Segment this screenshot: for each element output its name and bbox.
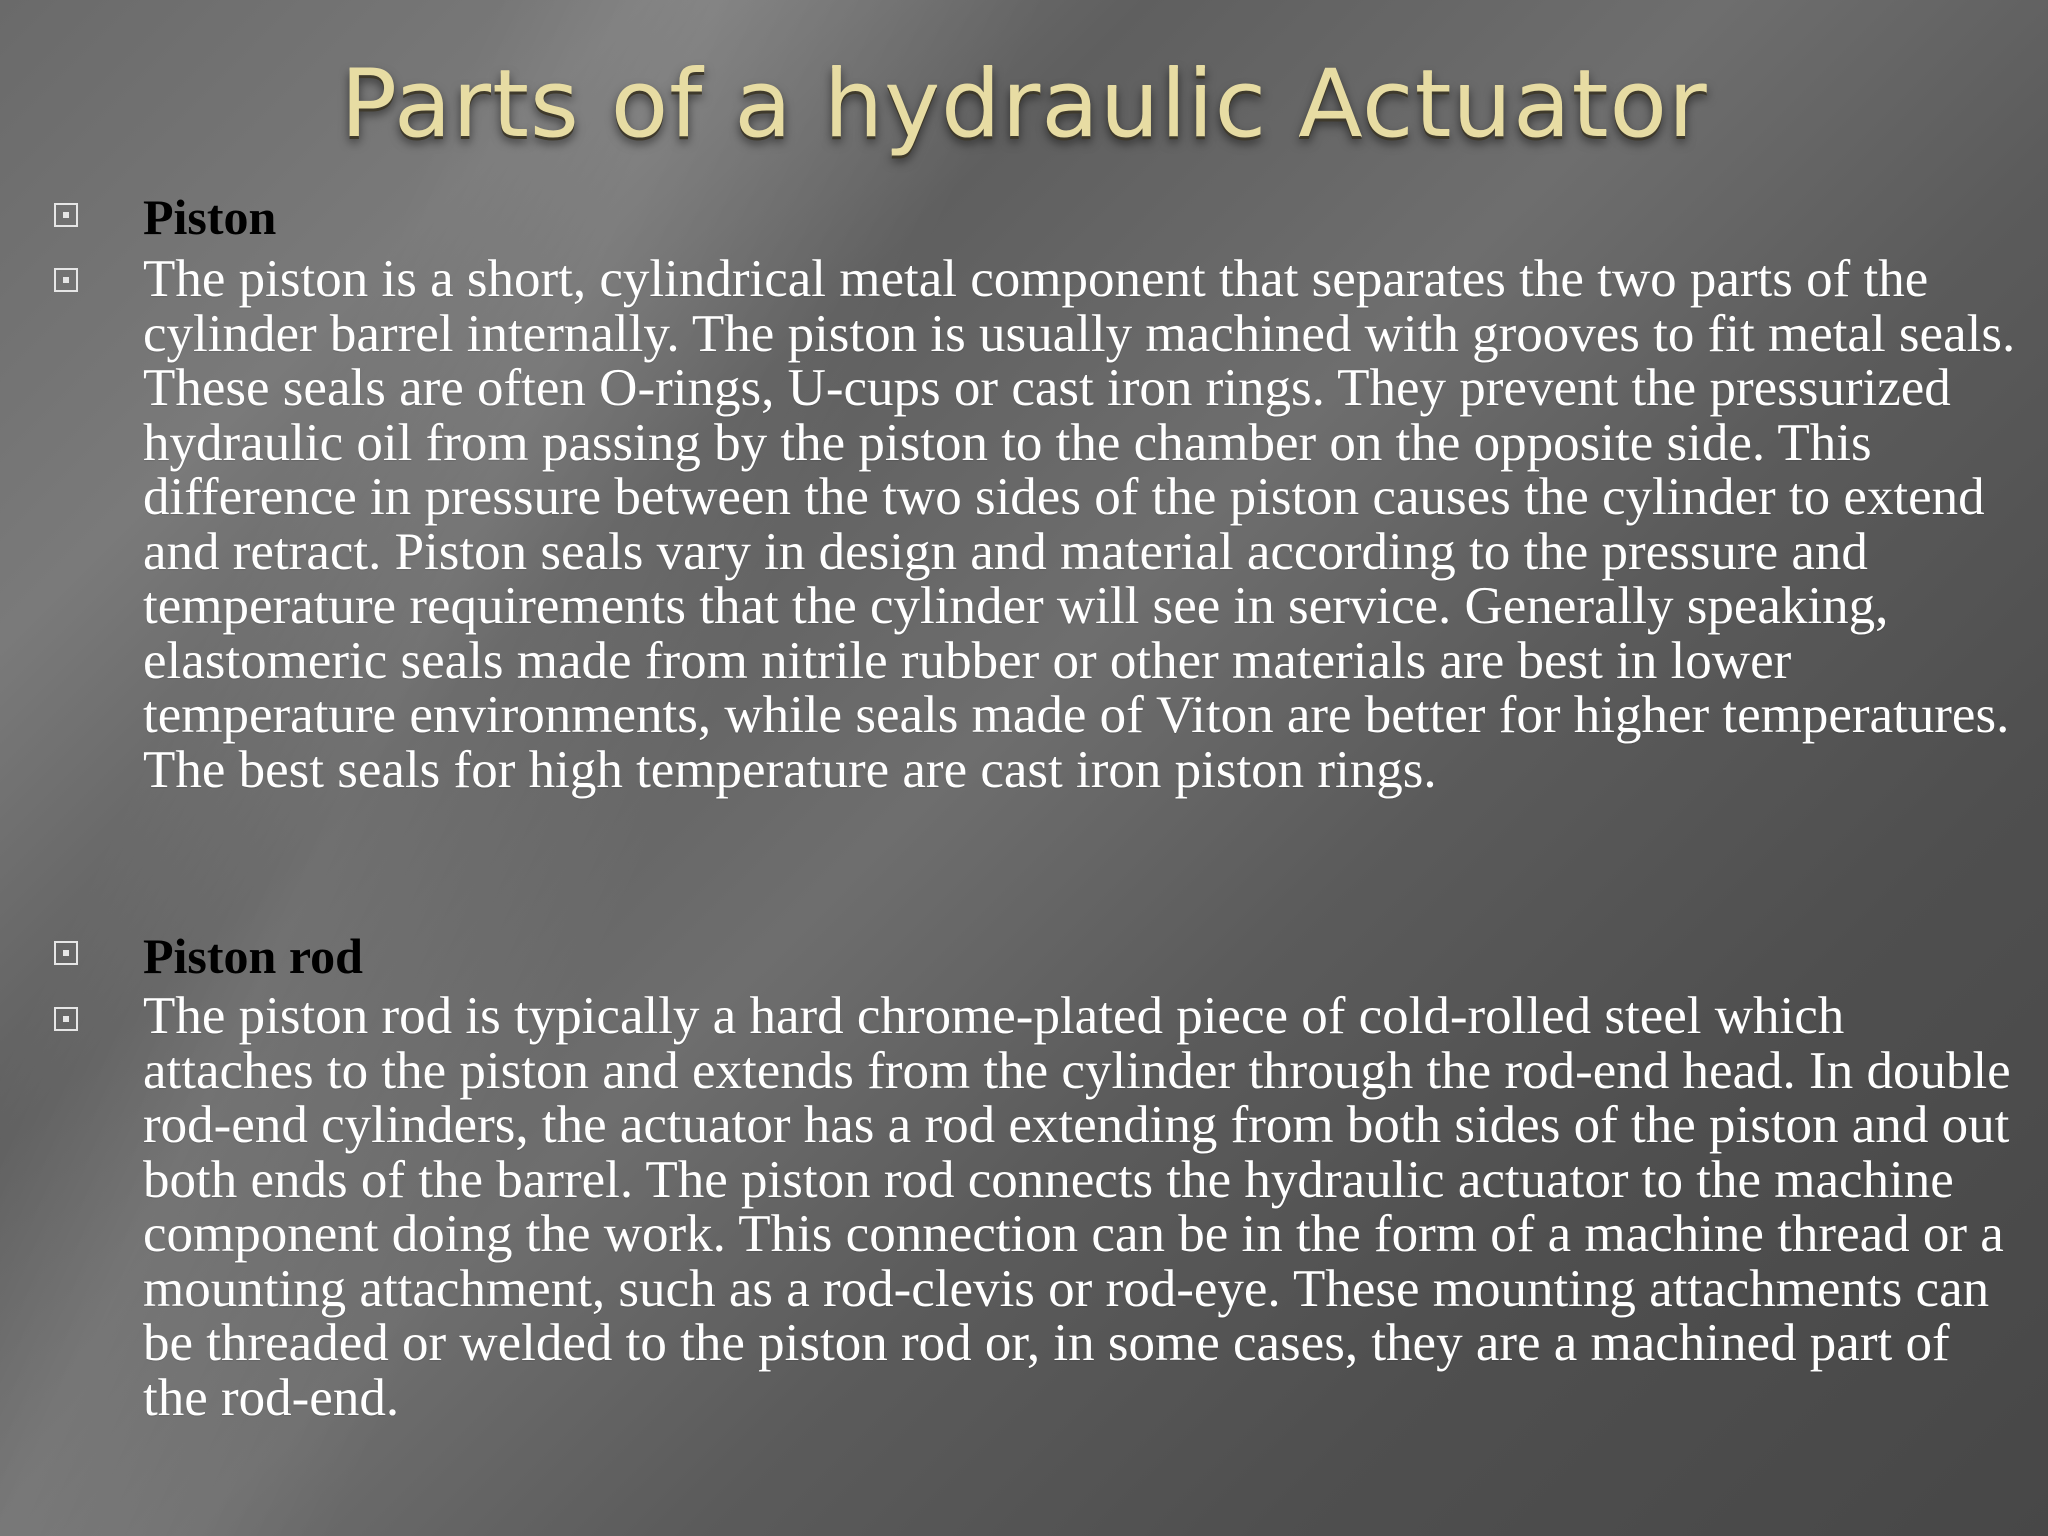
- section-heading: Piston rod: [143, 928, 363, 984]
- square-bullet-icon: [54, 268, 78, 292]
- square-bullet-icon: [54, 1007, 78, 1031]
- slide-content: [0, 189, 2048, 1522]
- slide-title: Parts of a hydraulic Actuator: [340, 50, 1708, 159]
- section-heading: Piston: [143, 189, 277, 245]
- section-paragraph: The piston is a short, cylindrical metal component that separates the two parts of the cylinder barrel internally. The piston is usually machined with grooves to fit metal seals. These seals are often O-rings, U-cups or cast iron rings. They prevent the pressurized hydraulic oil from passing by the piston to the chamber on the opposite side. This difference in pressure between the two sides of the piston causes the cylinder to extend and retract. Piston seals vary in design and material according to the pressure and temperature requirements that the cylinder will see in service. Generally speaking, elastomeric seals made from nitrile rubber or other materials are best in lower temperature environments, while seals made of Viton are better for higher temperatures. The best seals for high temperature are cast iron piston rings.: [143, 250, 2016, 799]
- square-bullet-icon: [54, 941, 78, 965]
- square-bullet-icon: [54, 203, 78, 227]
- section-paragraph: The piston rod is typically a hard chrome-plated piece of cold-rolled steel which attaches to the piston and extends from the cylinder through the rod-end head. In double rod-end cylinders, the actuator has a rod extending from both sides of the piston and out both ends of the barrel. The piston rod connects the hydraulic actuator to the machine component doing the work. This connection can be in the form of a machine thread or a mounting attachment, such as a rod-clevis or rod-eye. These mounting attachments can be threaded or welded to the piston rod or, in some cases, they are a machined part of the rod-end.: [143, 987, 2011, 1427]
